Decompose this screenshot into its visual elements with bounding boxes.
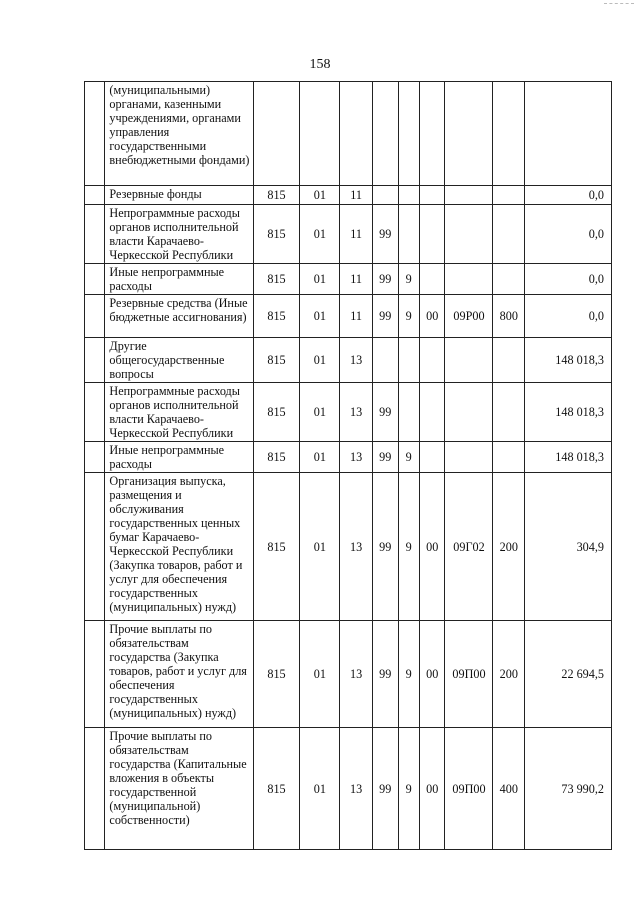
main-activity-code-cell xyxy=(419,338,445,383)
budget-table xyxy=(84,81,612,850)
main-activity-code-cell xyxy=(419,205,445,264)
department-code-cell: 815 xyxy=(253,186,300,205)
main-activity-code-cell: 00 xyxy=(419,728,445,850)
subprogram-code-cell xyxy=(398,82,419,186)
main-activity-code-cell: 00 xyxy=(419,295,445,338)
department-code-cell: 815 xyxy=(253,205,300,264)
expense-type-code-cell: 400 xyxy=(493,728,525,850)
direction-code-cell xyxy=(445,383,493,442)
expense-name-cell: Иные непрограммные расходы xyxy=(105,264,253,295)
main-activity-code-cell xyxy=(419,442,445,473)
expense-type-code-cell xyxy=(493,82,525,186)
row-number-cell xyxy=(85,205,105,264)
table-row xyxy=(85,82,612,186)
subprogram-code-cell xyxy=(398,338,419,383)
direction-code-cell: 09П00 xyxy=(445,621,493,728)
row-number-cell xyxy=(85,728,105,850)
department-code-cell: 815 xyxy=(253,728,300,850)
table-row xyxy=(85,295,612,338)
direction-code-cell xyxy=(445,442,493,473)
amount-cell: 304,9 xyxy=(525,473,612,621)
program-code-cell: 99 xyxy=(372,205,398,264)
expense-type-code-cell xyxy=(493,205,525,264)
subsection-code-cell: 11 xyxy=(340,264,373,295)
direction-code-cell: 09Г02 xyxy=(445,473,493,621)
subprogram-code-cell: 9 xyxy=(398,473,419,621)
subsection-code-cell: 13 xyxy=(340,621,373,728)
department-code-cell: 815 xyxy=(253,473,300,621)
table-row xyxy=(85,205,612,264)
table-row xyxy=(85,338,612,383)
department-code-cell: 815 xyxy=(253,338,300,383)
expense-type-code-cell xyxy=(493,383,525,442)
table-body xyxy=(85,82,612,850)
amount-cell xyxy=(525,82,612,186)
direction-code-cell xyxy=(445,264,493,295)
department-code-cell: 815 xyxy=(253,295,300,338)
subprogram-code-cell: 9 xyxy=(398,621,419,728)
expense-name-cell: (муниципальными) органами, казенными учреждениями, органами управления государственными внебюджетными фондами) xyxy=(105,82,253,186)
section-code-cell: 01 xyxy=(300,295,340,338)
subsection-code-cell: 11 xyxy=(340,205,373,264)
expense-type-code-cell xyxy=(493,264,525,295)
row-number-cell xyxy=(85,473,105,621)
direction-code-cell xyxy=(445,205,493,264)
row-number-cell xyxy=(85,338,105,383)
row-number-cell xyxy=(85,82,105,186)
row-number-cell xyxy=(85,621,105,728)
expense-type-code-cell: 200 xyxy=(493,473,525,621)
main-activity-code-cell xyxy=(419,82,445,186)
section-code-cell: 01 xyxy=(300,383,340,442)
amount-cell: 22 694,5 xyxy=(525,621,612,728)
subsection-code-cell: 13 xyxy=(340,728,373,850)
main-activity-code-cell xyxy=(419,383,445,442)
subprogram-code-cell xyxy=(398,186,419,205)
program-code-cell: 99 xyxy=(372,728,398,850)
page-number: 158 xyxy=(309,57,331,72)
table-row xyxy=(85,383,612,442)
subprogram-code-cell: 9 xyxy=(398,442,419,473)
amount-cell: 148 018,3 xyxy=(525,338,612,383)
program-code-cell xyxy=(372,82,398,186)
department-code-cell: 815 xyxy=(253,264,300,295)
expense-name-cell: Прочие выплаты по обязательствам государства (Закупка товаров, работ и услуг для обеспечения государственных (муниципальных) нужд) xyxy=(105,621,253,728)
section-code-cell: 01 xyxy=(300,205,340,264)
program-code-cell: 99 xyxy=(372,442,398,473)
table-row xyxy=(85,473,612,621)
subprogram-code-cell xyxy=(398,205,419,264)
subsection-code-cell: 13 xyxy=(340,338,373,383)
table-row xyxy=(85,264,612,295)
expense-type-code-cell: 800 xyxy=(493,295,525,338)
section-code-cell: 01 xyxy=(300,621,340,728)
section-code-cell: 01 xyxy=(300,728,340,850)
row-number-cell xyxy=(85,295,105,338)
direction-code-cell: 09П00 xyxy=(445,728,493,850)
section-code-cell: 01 xyxy=(300,473,340,621)
subsection-code-cell: 13 xyxy=(340,442,373,473)
subsection-code-cell: 13 xyxy=(340,383,373,442)
expense-type-code-cell xyxy=(493,186,525,205)
section-code-cell: 01 xyxy=(300,338,340,383)
expense-type-code-cell: 200 xyxy=(493,621,525,728)
section-code-cell: 01 xyxy=(300,442,340,473)
expense-name-cell: Прочие выплаты по обязательствам государства (Капитальные вложения в объекты государственной (муниципальной) собственности) xyxy=(105,728,253,850)
direction-code-cell xyxy=(445,82,493,186)
main-activity-code-cell: 00 xyxy=(419,473,445,621)
program-code-cell xyxy=(372,338,398,383)
main-activity-code-cell xyxy=(419,186,445,205)
expense-type-code-cell xyxy=(493,442,525,473)
department-code-cell: 815 xyxy=(253,383,300,442)
table-row xyxy=(85,621,612,728)
expense-type-code-cell xyxy=(493,338,525,383)
expense-name-cell: Другие общегосударственные вопросы xyxy=(105,338,253,383)
department-code-cell: 815 xyxy=(253,621,300,728)
program-code-cell: 99 xyxy=(372,264,398,295)
amount-cell: 73 990,2 xyxy=(525,728,612,850)
amount-cell: 0,0 xyxy=(525,295,612,338)
subsection-code-cell: 11 xyxy=(340,186,373,205)
program-code-cell: 99 xyxy=(372,383,398,442)
direction-code-cell: 09Р00 xyxy=(445,295,493,338)
expense-name-cell: Резервные средства (Иные бюджетные ассигнования) xyxy=(105,295,253,338)
row-number-cell xyxy=(85,186,105,205)
table-row xyxy=(85,728,612,850)
amount-cell: 0,0 xyxy=(525,205,612,264)
direction-code-cell xyxy=(445,338,493,383)
expense-name-cell: Организация выпуска, размещения и обслуживания государственных ценных бумаг Карачаево-Черкесской Республики (Закупка товаров, работ и услуг для обеспечения государственных (муниципальных) нужд) xyxy=(105,473,253,621)
section-code-cell: 01 xyxy=(300,186,340,205)
subsection-code-cell: 13 xyxy=(340,473,373,621)
amount-cell: 148 018,3 xyxy=(525,442,612,473)
program-code-cell xyxy=(372,186,398,205)
row-number-cell xyxy=(85,442,105,473)
expense-name-cell: Резервные фонды xyxy=(105,186,253,205)
section-code-cell: 01 xyxy=(300,264,340,295)
subsection-code-cell: 11 xyxy=(340,295,373,338)
amount-cell: 148 018,3 xyxy=(525,383,612,442)
department-code-cell: 815 xyxy=(253,442,300,473)
main-activity-code-cell: 00 xyxy=(419,621,445,728)
subprogram-code-cell xyxy=(398,383,419,442)
direction-code-cell xyxy=(445,186,493,205)
table-row xyxy=(85,442,612,473)
amount-cell: 0,0 xyxy=(525,264,612,295)
amount-cell: 0,0 xyxy=(525,186,612,205)
section-code-cell xyxy=(300,82,340,186)
row-number-cell xyxy=(85,264,105,295)
subprogram-code-cell: 9 xyxy=(398,295,419,338)
subprogram-code-cell: 9 xyxy=(398,264,419,295)
table-row xyxy=(85,186,612,205)
row-number-cell xyxy=(85,383,105,442)
expense-name-cell: Непрограммные расходы органов исполнительной власти Карачаево-Черкесской Республики xyxy=(105,205,253,264)
program-code-cell: 99 xyxy=(372,295,398,338)
subsection-code-cell xyxy=(340,82,373,186)
scan-edge-mark xyxy=(604,3,634,4)
expense-name-cell: Непрограммные расходы органов исполнительной власти Карачаево-Черкесской Республики xyxy=(105,383,253,442)
department-code-cell xyxy=(253,82,300,186)
program-code-cell: 99 xyxy=(372,473,398,621)
program-code-cell: 99 xyxy=(372,621,398,728)
subprogram-code-cell: 9 xyxy=(398,728,419,850)
expense-name-cell: Иные непрограммные расходы xyxy=(105,442,253,473)
main-activity-code-cell xyxy=(419,264,445,295)
